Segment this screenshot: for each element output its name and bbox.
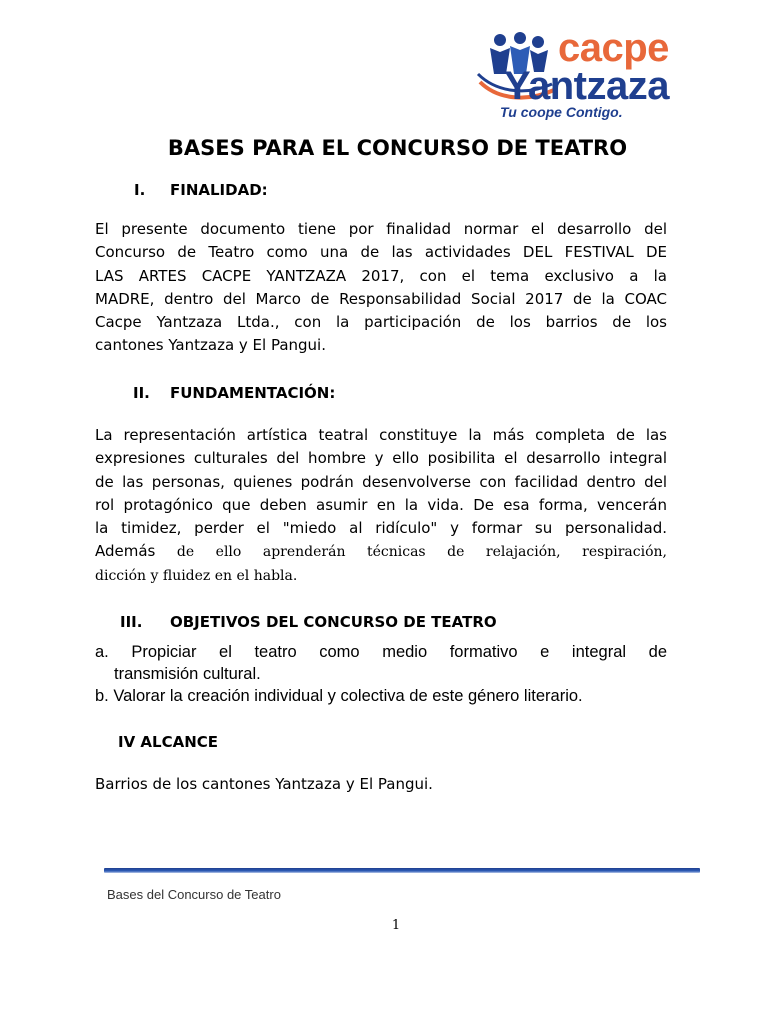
cacpe-logo [476, 26, 696, 122]
section-heading-alcance: IV ALCANCE [118, 733, 219, 751]
paragraph-word: Además [95, 542, 156, 561]
section-number: III. [120, 613, 143, 631]
paragraph-line: expresiones culturales del hombre y ello posibilita el desarrollo integral [95, 449, 667, 468]
section-heading-finalidad [134, 180, 268, 200]
paragraph-line: dicción y fluidez en el habla. [95, 567, 298, 584]
section-title: OBJETIVOS DEL CONCURSO DE TEATRO [170, 613, 497, 631]
paragraph-line: La representación artística teatral constituye la más completa de las [95, 426, 667, 444]
paragraph-line: MADRE, dentro del Marco de Responsabilidad Social 2017 de la COAC [95, 289, 667, 308]
paragraph-line: la timidez, perder el "miedo al ridículo" y formar su personalidad. [95, 519, 667, 538]
logo-word-yantzaza: Yantzaza [504, 64, 669, 108]
paragraph-line: El presente documento tiene por finalidad normar el desarrollo del [95, 220, 667, 238]
paragraph-fundamentacion [95, 424, 667, 588]
section-title: FINALIDAD: [170, 181, 268, 199]
paragraph-line: Barrios de los cantones Yantzaza y El Pangui. [95, 775, 433, 793]
document-title: BASES PARA EL CONCURSO DE TEATRO [167, 136, 628, 160]
paragraph-alcance [95, 773, 667, 796]
paragraph-line: rol protagónico que deben asumir en la vida. De esa forma, vencerán [95, 495, 667, 514]
logo-slogan: Tu coope Contigo. [500, 104, 623, 120]
footer-text: Bases del Concurso de Teatro [107, 887, 281, 902]
paragraph-fragment: de ello aprenderán técnicas de relajación, respiración, [155, 544, 667, 561]
section-title: FUNDAMENTACIÓN: [170, 384, 336, 402]
objective-item-a-continuation: transmisión cultural. [114, 665, 261, 683]
objective-item-b: b. Valorar la creación individual y colectiva de este género literario. [95, 687, 583, 705]
section-number: I. [134, 181, 146, 199]
paragraph-line: LAS ARTES CACPE YANTZAZA 2017, con el tema exclusivo a la [95, 266, 667, 285]
objective-item-a: a. Propiciar el teatro como medio formativo e integral de [95, 643, 667, 661]
paragraph-line: de las personas, quienes podrán desenvolverse con facilidad dentro del [95, 472, 667, 491]
paragraph-finalidad [95, 218, 667, 358]
section-number: II. [133, 384, 150, 402]
paragraph-line: cantones Yantzaza y El Pangui. [95, 336, 326, 355]
objectives-list [95, 641, 667, 707]
logo-word-cacpe: cacpe [558, 26, 669, 70]
section-heading-fundamentacion [133, 383, 335, 403]
footer-divider [104, 868, 700, 873]
paragraph-line-mixed [95, 540, 667, 564]
paragraph-line: Concurso de Teatro como una de las actividades DEL FESTIVAL DE [95, 243, 667, 262]
paragraph-line: Cacpe Yantzaza Ltda., con la participación de los barrios de los [95, 313, 667, 332]
page-number: 1 [391, 918, 401, 933]
section-heading-objetivos [120, 612, 497, 632]
